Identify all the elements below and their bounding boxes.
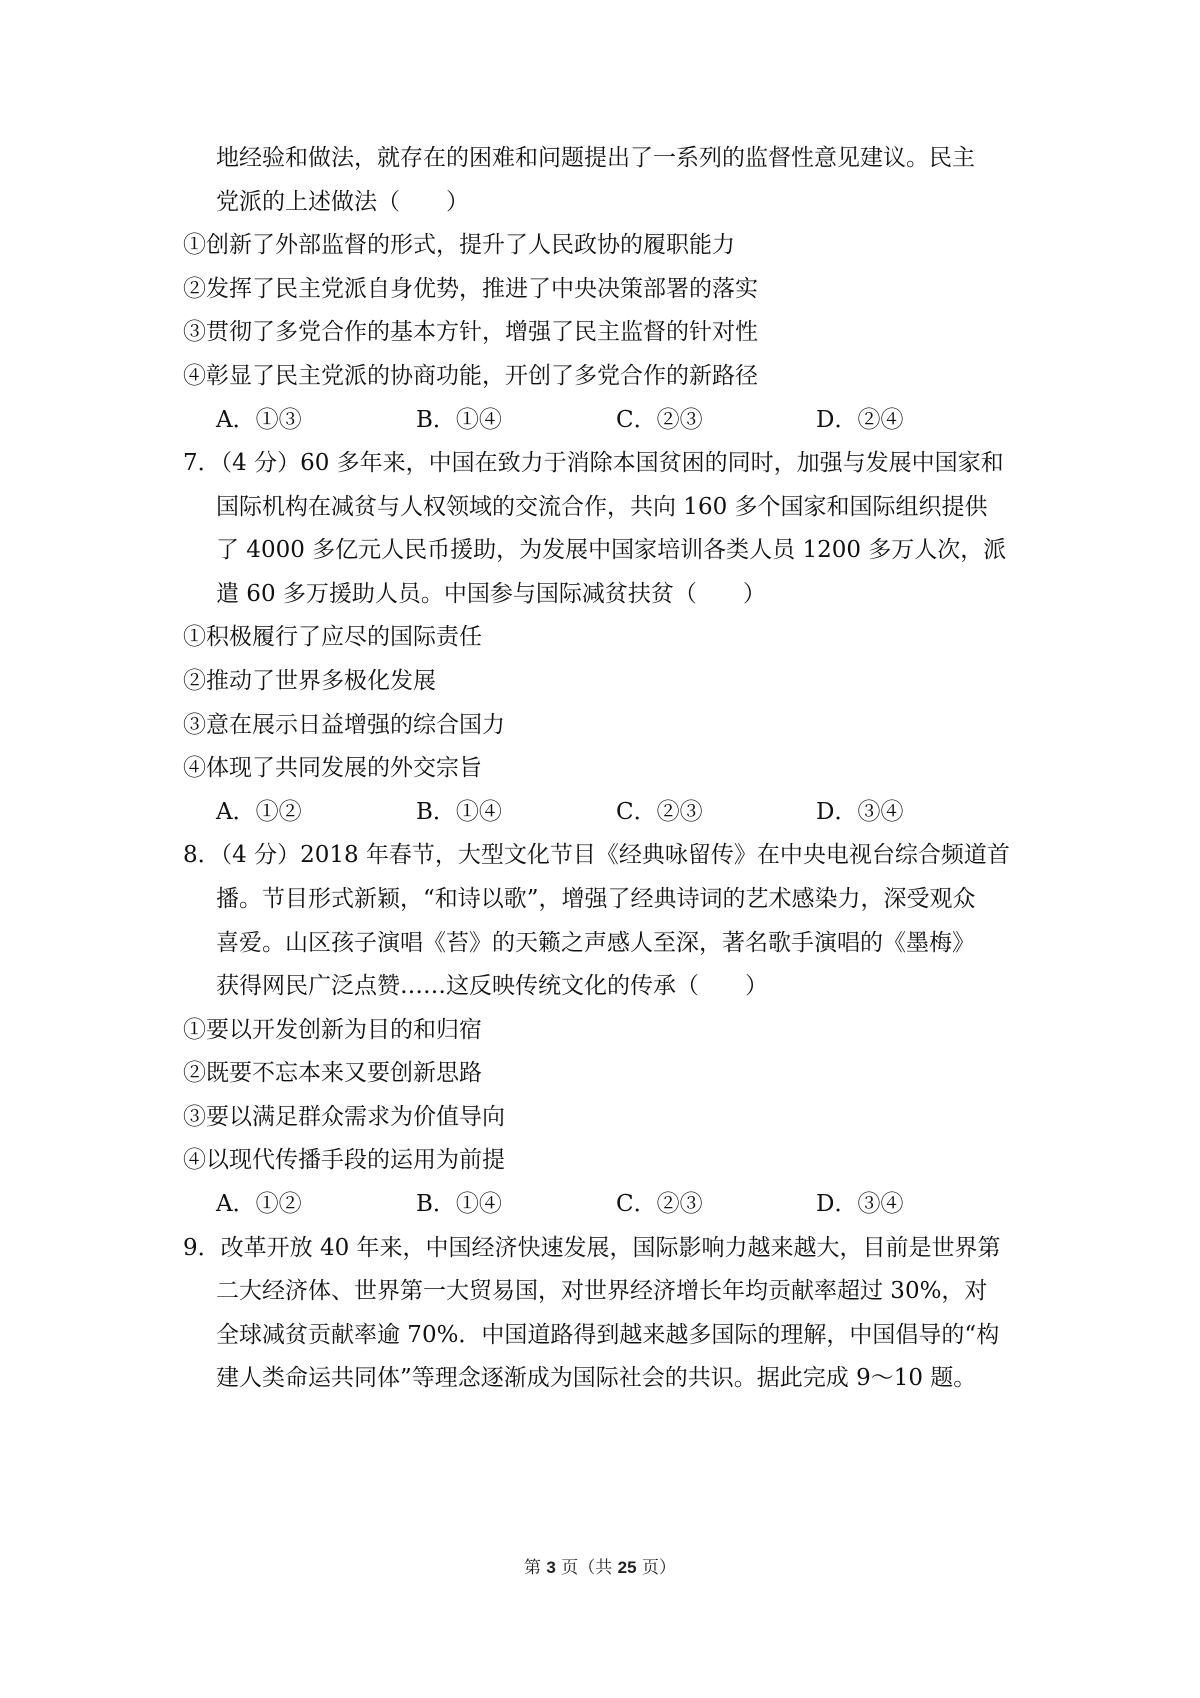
q6-statement-2: ②发挥了民主党派自身优势，推进了中央决策部署的落实 [183, 276, 758, 302]
q7-stem-line-3: 了 4000 多亿元人民币援助，为发展中国家培训各类人员 1200 多万人次，派 [216, 537, 1007, 563]
q6-option-a[interactable]: A．①③ [216, 407, 302, 433]
q8-stem-line-4: 获得网民广泛点赞……这反映传统文化的传承（ ） [216, 973, 768, 999]
q6-statement-4: ④彰显了民主党派的协商功能，开创了多党合作的新路径 [183, 363, 758, 389]
q8-statement-3: ③要以满足群众需求为价值导向 [183, 1104, 505, 1130]
q7-stem-line-1: 7．（4 分）60 多年来，中国在致力于消除本国贫困的同时，加强与发展中国家和 [183, 450, 1004, 476]
q9-stem-line-4: 建人类命运共同体”等理念逐渐成为国际社会的共识。据此完成 9～10 题。 [216, 1365, 977, 1391]
q8-option-a[interactable]: A．①② [216, 1191, 302, 1217]
q8-stem-line-1: 8．（4 分）2018 年春节，大型文化节目《经典咏留传》在中央电视台综合频道首 [183, 842, 1010, 868]
q8-statement-1: ①要以开发创新为目的和归宿 [183, 1017, 482, 1043]
q7-statement-3: ③意在展示日益增强的综合国力 [183, 712, 505, 738]
q8-statement-4: ④以现代传播手段的运用为前提 [183, 1147, 505, 1173]
q7-statement-1: ①积极履行了应尽的国际责任 [183, 624, 482, 650]
q6-option-b[interactable]: B．①④ [416, 407, 502, 433]
footer-prefix: 第 [523, 1558, 541, 1578]
q8-statement-2: ②既要不忘本来又要创新思路 [183, 1060, 482, 1086]
q7-option-b[interactable]: B．①④ [416, 799, 502, 825]
q7-statement-2: ②推动了世界多极化发展 [183, 668, 436, 694]
footer-suffix: 页） [642, 1558, 676, 1578]
q6-stem-line-2: 党派的上述做法（ ） [216, 189, 469, 215]
q6-option-c[interactable]: C．②③ [616, 407, 703, 433]
q9-stem-line-2: 二大经济体、世界第一大贸易国，对世界经济增长年均贡献率超过 30%，对 [216, 1278, 988, 1304]
q7-statement-4: ④体现了共同发展的外交宗旨 [183, 755, 482, 781]
footer-middle: 页（共 [561, 1558, 613, 1578]
footer-total-pages: 25 [617, 1558, 637, 1577]
q8-stem-line-3: 喜爱。山区孩子演唱《苔》的天籁之声感人至深，著名歌手演唱的《墨梅》 [216, 930, 975, 956]
q7-option-c[interactable]: C．②③ [616, 799, 703, 825]
q7-stem-line-4: 遣 60 多万援助人员。中国参与国际减贫扶贫（ ） [216, 581, 766, 607]
q6-statement-3: ③贯彻了多党合作的基本方针，增强了民主监督的针对性 [183, 319, 758, 345]
q7-option-d[interactable]: D．③④ [816, 799, 904, 825]
footer-page-number: 3 [546, 1558, 556, 1577]
q8-option-b[interactable]: B．①④ [416, 1191, 502, 1217]
q6-statement-1: ①创新了外部监督的形式，提升了人民政协的履职能力 [183, 232, 735, 258]
q9-stem-line-1: 9．改革开放 40 年来，中国经济快速发展，国际影响力越来越大，目前是世界第 [183, 1235, 1001, 1261]
q7-stem-line-2: 国际机构在减贫与人权领域的交流合作，共向 160 多个国家和国际组织提供 [216, 494, 988, 520]
q8-stem-line-2: 播。节目形式新颖，“和诗以歌”，增强了经典诗词的艺术感染力，深受观众 [216, 886, 976, 912]
q6-stem-line-1: 地经验和做法，就存在的困难和问题提出了一系列的监督性意见建议。民主 [216, 145, 975, 171]
q9-stem-line-3: 全球减贫贡献率逾 70%．中国道路得到越来越多国际的理解，中国倡导的“构 [216, 1322, 1000, 1348]
q7-option-a[interactable]: A．①② [216, 799, 302, 825]
q8-option-d[interactable]: D．③④ [816, 1191, 904, 1217]
q8-option-c[interactable]: C．②③ [616, 1191, 703, 1217]
page-footer [0, 1556, 1200, 1580]
q6-option-d[interactable]: D．②④ [816, 407, 904, 433]
